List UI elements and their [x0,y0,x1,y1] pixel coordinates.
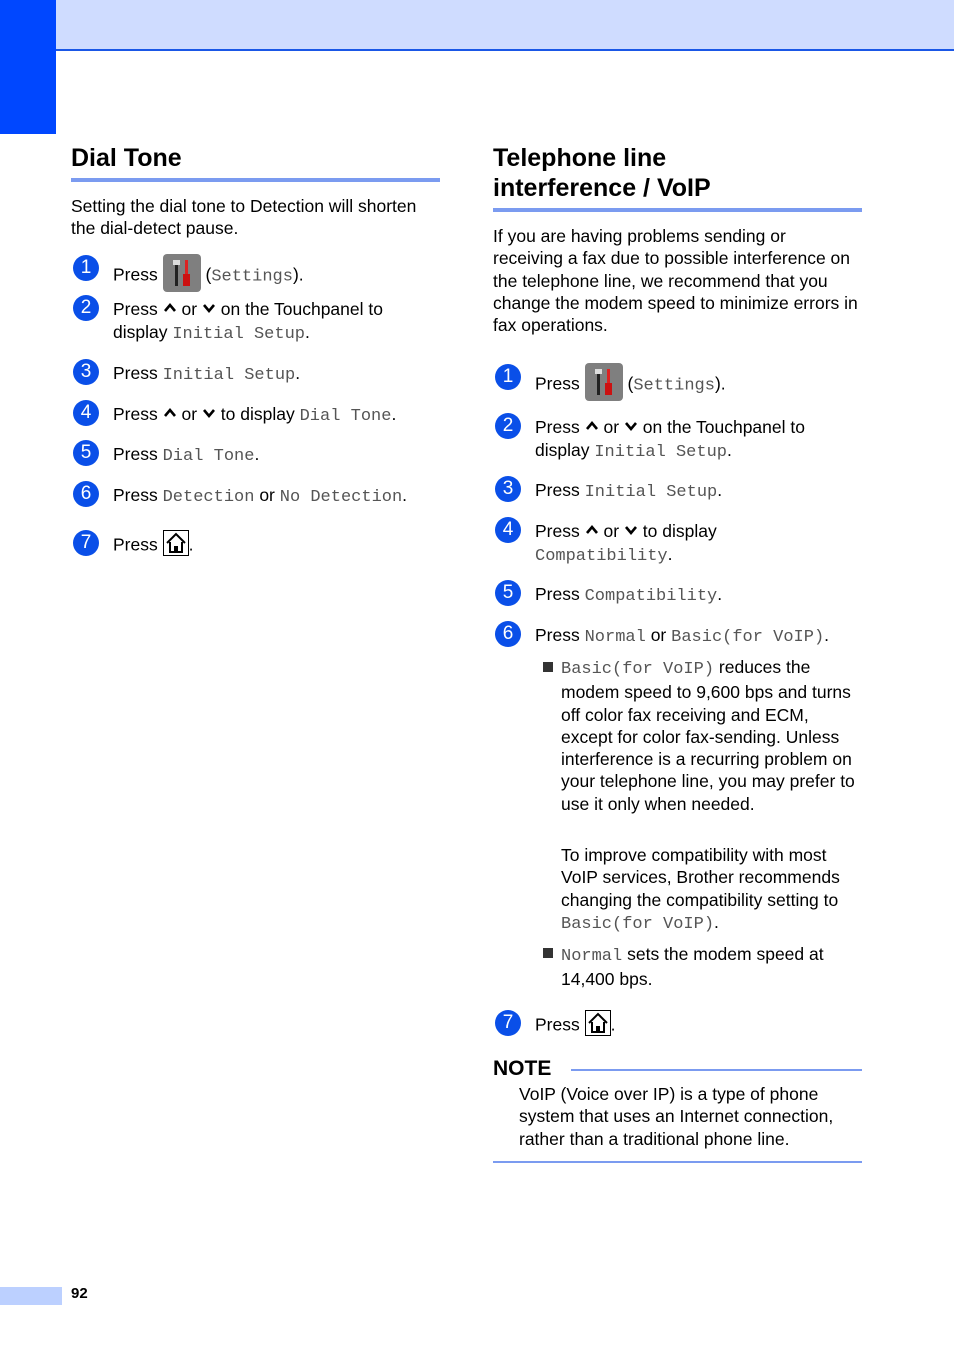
step-text: Press Dial Tone. [113,444,260,466]
settings-icon [585,363,623,401]
section-title-dial-tone: Dial Tone [71,144,182,172]
note-text: VoIP (Voice over IP) is a type of phone system that uses an Internet connection, rather than a traditional phone line. [519,1084,834,1149]
step-number: 3 [495,476,521,502]
chevron-down-icon [202,301,216,315]
step-text: Press Detection or No Detection. [113,485,408,507]
note-rule-bottom [493,1161,862,1163]
step-number: 4 [73,400,99,426]
note-title: NOTE [493,1057,552,1080]
home-icon [163,530,189,556]
note-rule-top [571,1069,862,1071]
step-text: Press or to display Compatibility. [535,521,717,566]
step-number: 3 [73,359,99,385]
step-text: Press Initial Setup. [535,480,723,502]
voip-intro: If you are having problems sending or receiving a fax due to possible interference on the telephone line, we recommend that you change the modem speed to minimize errors in fax operations. [493,226,858,336]
chevron-up-icon [163,301,177,315]
bullet-normal: Normal sets the modem speed at 14,400 bps. [561,944,824,990]
bullet-marker [543,662,553,672]
step-text: Press . [535,1013,615,1039]
step-number: 6 [73,481,99,507]
step-number: 1 [73,255,99,281]
bullet-basic-voip-note: To improve compatibility with most VoIP services, Brother recommends changing the compatibility setting to Basic(for VoIP). [561,845,840,934]
step-number: 7 [495,1010,521,1036]
chevron-up-icon [585,523,599,537]
step-number: 5 [495,580,521,606]
step-number: 1 [495,364,521,390]
chevron-down-icon [624,523,638,537]
chevron-up-icon [585,419,599,433]
step-text: Press (Settings). [535,366,726,404]
footer-band [0,1287,62,1305]
step-text: Press Initial Setup. [113,363,301,385]
header-band [0,0,954,51]
section-title-voip: Telephone line interference / VoIP [493,144,711,202]
step-number: 4 [495,517,521,543]
chapter-tab [0,0,56,134]
home-icon [585,1010,611,1036]
page-number: 92 [71,1285,88,1302]
step-text: Press Compatibility. [535,584,723,606]
bullet-marker [543,948,553,958]
step-text: Press or on the Touchpanel to display Initial Setup. [535,417,805,462]
step-number: 7 [73,530,99,556]
bullet-basic-voip: Basic(for VoIP) reduces the modem speed to 9,600 bps and turns off color fax receiving and ECM, except for color fax-sending. Unless interference is a recurring problem on your telephone line, you may prefer to use it only when needed. [561,657,855,814]
step-text: Press or on the Touchpanel to display Initial Setup. [113,299,383,344]
step-number: 2 [495,413,521,439]
step-text: Press Normal or Basic(for VoIP). [535,625,830,647]
chevron-down-icon [202,406,216,420]
step-text: Press . [113,533,193,559]
step-text: Press (Settings). [113,257,304,295]
step-number: 5 [73,440,99,466]
chevron-down-icon [624,419,638,433]
settings-icon [163,254,201,292]
dial-tone-intro: Setting the dial tone to Detection will shorten the dial-detect pause. [71,196,417,239]
step-number: 2 [73,295,99,321]
section-rule [493,208,862,212]
step-text: Press or to display Dial Tone. [113,404,397,426]
section-rule [71,178,440,182]
chevron-up-icon [163,406,177,420]
step-number: 6 [495,621,521,647]
